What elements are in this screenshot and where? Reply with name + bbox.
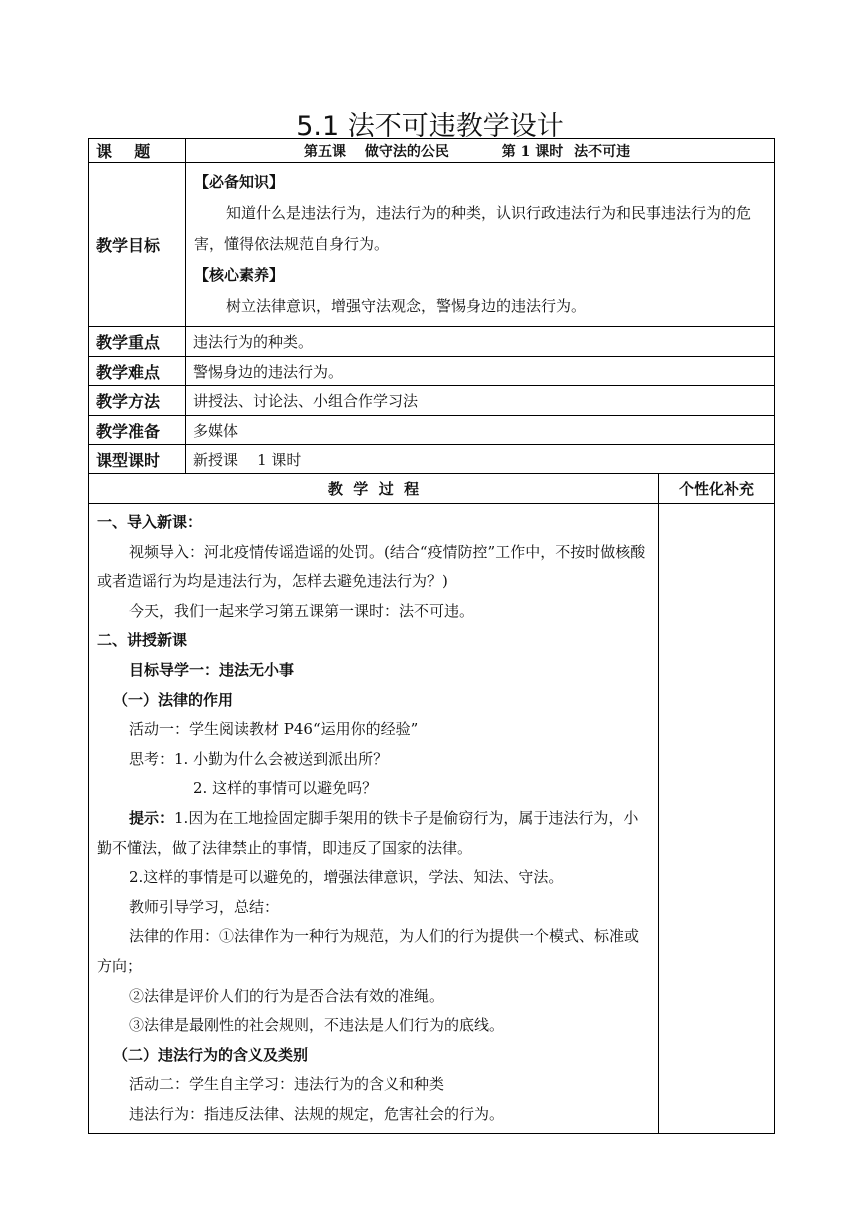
activity-two-text: 活动二：学生自主学习：违法行为的含义和种类 [129,1075,445,1094]
subsection-law-role: （一）法律的作用 [113,690,234,709]
law-role-point-2: ②法律是评价人们的行为是否合法有效的准绳。 [129,986,445,1005]
difficult-value: 警惕身边的违法行为。 [186,357,775,386]
type-value: 新授课 1 课时 [186,445,775,474]
course-label: 课 题 [89,139,186,163]
method-label: 教学方法 [89,386,186,416]
goals-heading-knowledge: 【必备知识】 [194,173,285,191]
section-intro-heading: 一、导入新课： [97,513,203,531]
prep-label: 教学准备 [89,416,186,445]
law-role-point-3: ③法律是最刚性的社会规则，不违法是人们行为的底线。 [129,1016,505,1035]
course-value [186,139,775,163]
difficult-label: 教学难点 [89,357,186,386]
goal-guide-heading: 目标导学一：违法无小事 [129,660,295,679]
law-role-point-1: 法律的作用：①法律作为一种行为规范，为人们的行为提供一个模式、标准或方向； [97,927,640,975]
method-value: 讲授法、讨论法、小组合作学习法 [186,386,775,416]
goals-label: 教学目标 [89,163,186,327]
supplement-header: 个性化补充 [659,474,775,504]
key-value: 违法行为的种类。 [186,327,775,357]
hint-text-1: 1.因为在工地捡固定脚手架用的铁卡子是偷窃行为，属于违法行为，小勤不懂法，做了法律禁止的事情，即违反了国家的法律。 [97,808,639,857]
goals-knowledge-text: 知道什么是违法行为，违法行为的种类，认识行政违法行为和民事违法行为的危害，懂得依法规范自身行为。 [194,204,752,253]
intro-video-text: 视频导入：河北疫情传谣造谣的处罚。(结合“疫情防控”工作中，不按时做核酸或者造谣行为均是违法行为，怎样去避免违法行为？) [97,542,646,591]
unit-title: 做守法的公民 [364,143,449,160]
goals-heading-literacy: 【核心素养】 [194,266,285,284]
activity-one-text: 活动一：学生阅读教材 P46“运用你的经验” [129,720,419,739]
period-title: 法不可违 [574,143,631,160]
goals-content [186,163,775,327]
hint-text-2: 2.这样的事情是可以避免的，增强法律意识，学法、知法、守法。 [129,868,564,887]
illegal-act-definition: 违法行为：指违反法律、法规的规定，危害社会的行为。 [129,1104,505,1123]
intro-today-text: 今天，我们一起来学习第五课第一课时：法不可违。 [129,601,475,620]
page-title: 5.1 法不可违教学设计 [296,111,564,142]
think-question-2: 2. 这样的事情可以避免吗？ [193,779,378,798]
process-header: 教 学 过 程 [89,474,659,504]
period-label: 第 1 课时 [501,143,564,160]
think-question-1: 思考：1. 小勤为什么会被送到派出所？ [129,749,389,768]
process-content [89,504,659,1134]
prep-value: 多媒体 [186,416,775,445]
lesson-plan-table [88,138,775,1134]
hint-paragraph [97,804,650,863]
teacher-summary-intro: 教师引导学习，总结： [129,897,280,916]
supplement-column [659,504,775,1134]
hint-label: 提示： [129,808,175,827]
section-teach-heading: 二、讲授新课 [97,631,188,650]
goals-literacy-text: 树立法律意识，增强守法观念，警惕身边的违法行为。 [226,297,587,315]
unit-label: 第五课 [304,143,346,160]
key-label: 教学重点 [89,327,186,357]
type-label: 课型课时 [89,445,186,474]
subsection-illegal-acts: （二）违法行为的含义及类别 [113,1045,309,1064]
